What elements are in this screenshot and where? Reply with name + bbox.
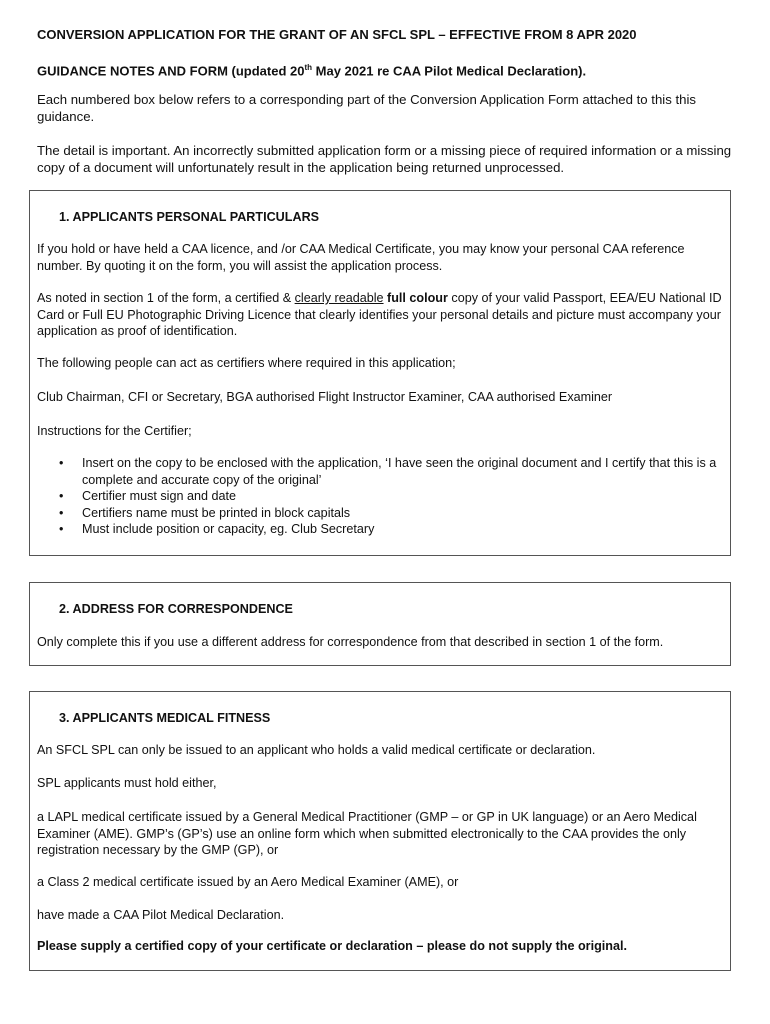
list-item: [37, 521, 717, 538]
list-item-text: Certifier must sign and date: [82, 489, 236, 503]
section-2-box: [29, 582, 731, 666]
intro-paragraph-2: The detail is important. An incorrectly submitted application form or a missing piece of required information or a missing copy of a document will unfortunately result in the application being returned unprocessed.: [37, 143, 732, 175]
section-1-paragraph-3: The following people can act as certifiers where required in this application;: [37, 356, 456, 370]
bullet-icon: •: [59, 505, 64, 520]
bullet-icon: •: [59, 456, 64, 470]
certifier-instructions-list: [37, 455, 717, 538]
subtitle-text-start: GUIDANCE NOTES AND FORM (updated 20: [37, 63, 305, 79]
list-item: [37, 505, 717, 522]
section-3-paragraph-6: Please supply a certified copy of your certificate or declaration – please do not supply the original.: [37, 939, 627, 953]
full-colour-bold: full colour: [387, 291, 448, 305]
section-2-paragraph-1: Only complete this if you use a different address for correspondence from that described in section 1 of the form.: [37, 635, 664, 649]
list-item: [37, 488, 717, 505]
clearly-readable-underlined: clearly readable: [294, 291, 384, 305]
section-3-paragraph-4: a Class 2 medical certificate issued by an Aero Medical Examiner (AME), or: [37, 875, 459, 889]
list-item: [37, 455, 717, 488]
list-item-text: Must include position or capacity, eg. Club Secretary: [82, 522, 375, 536]
document-subtitle: [37, 60, 586, 79]
section-3-paragraph-1: An SFCL SPL can only be issued to an applicant who holds a valid medical certificate or declaration.: [37, 743, 596, 757]
section-1-certifiers-list: Club Chairman, CFI or Secretary, BGA authorised Flight Instructor Examiner, CAA authorised Examiner: [37, 390, 613, 404]
document-title: CONVERSION APPLICATION FOR THE GRANT OF AN SFCL SPL – EFFECTIVE FROM 8 APR 2020: [37, 27, 637, 42]
section-3-paragraph-5: have made a CAA Pilot Medical Declaration.: [37, 908, 285, 922]
subtitle-text-end: May 2021 re CAA Pilot Medical Declaration).: [312, 63, 587, 79]
section-1-paragraph-2: [37, 290, 727, 340]
list-item-text: Certifiers name must be printed in block capitals: [82, 505, 351, 520]
paragraph-2-start: As noted in section 1 of the form, a certified &: [37, 291, 295, 305]
section-1-box: [29, 190, 731, 556]
section-3-heading: 3. APPLICANTS MEDICAL FITNESS: [59, 711, 271, 725]
bullet-icon: •: [59, 489, 64, 503]
subtitle-superscript: th: [304, 63, 313, 72]
section-2-heading: 2. ADDRESS FOR CORRESPONDENCE: [59, 602, 293, 616]
section-3-paragraph-3: a LAPL medical certificate issued by a General Medical Practitioner (GMP – or GP in UK language) or an Aero Medical Examiner (AME). GMP’s (GP’s) use an online form which when submitted electronically to the CAA provides the only registration necessary by the GMP (GP), or: [37, 810, 697, 857]
intro-paragraph-1: Each numbered box below refers to a corresponding part of the Conversion Application Form attached to this this guidance.: [37, 92, 697, 124]
section-3-paragraph-2: SPL applicants must hold either,: [37, 776, 217, 790]
bullet-icon: •: [59, 522, 64, 536]
section-1-certifier-instructions-label: Instructions for the Certifier;: [37, 424, 192, 438]
paragraph-2-end: copy of your valid Passport, EEA/EU National ID Card or Full EU Photographic Driving Licence that clearly identifies your personal details and picture must accompany your application as proof of identification.: [37, 291, 722, 338]
section-1-paragraph-1: If you hold or have held a CAA licence, and /or CAA Medical Certificate, you may know your personal CAA reference number. By quoting it on the form, you will assist the application process.: [37, 242, 685, 273]
list-item-text: Insert on the copy to be enclosed with the application, ‘I have seen the original document and I certify that this is a complete and accurate copy of the original’: [82, 456, 717, 487]
section-3-box: [29, 691, 731, 971]
section-1-heading: 1. APPLICANTS PERSONAL PARTICULARS: [59, 210, 320, 224]
